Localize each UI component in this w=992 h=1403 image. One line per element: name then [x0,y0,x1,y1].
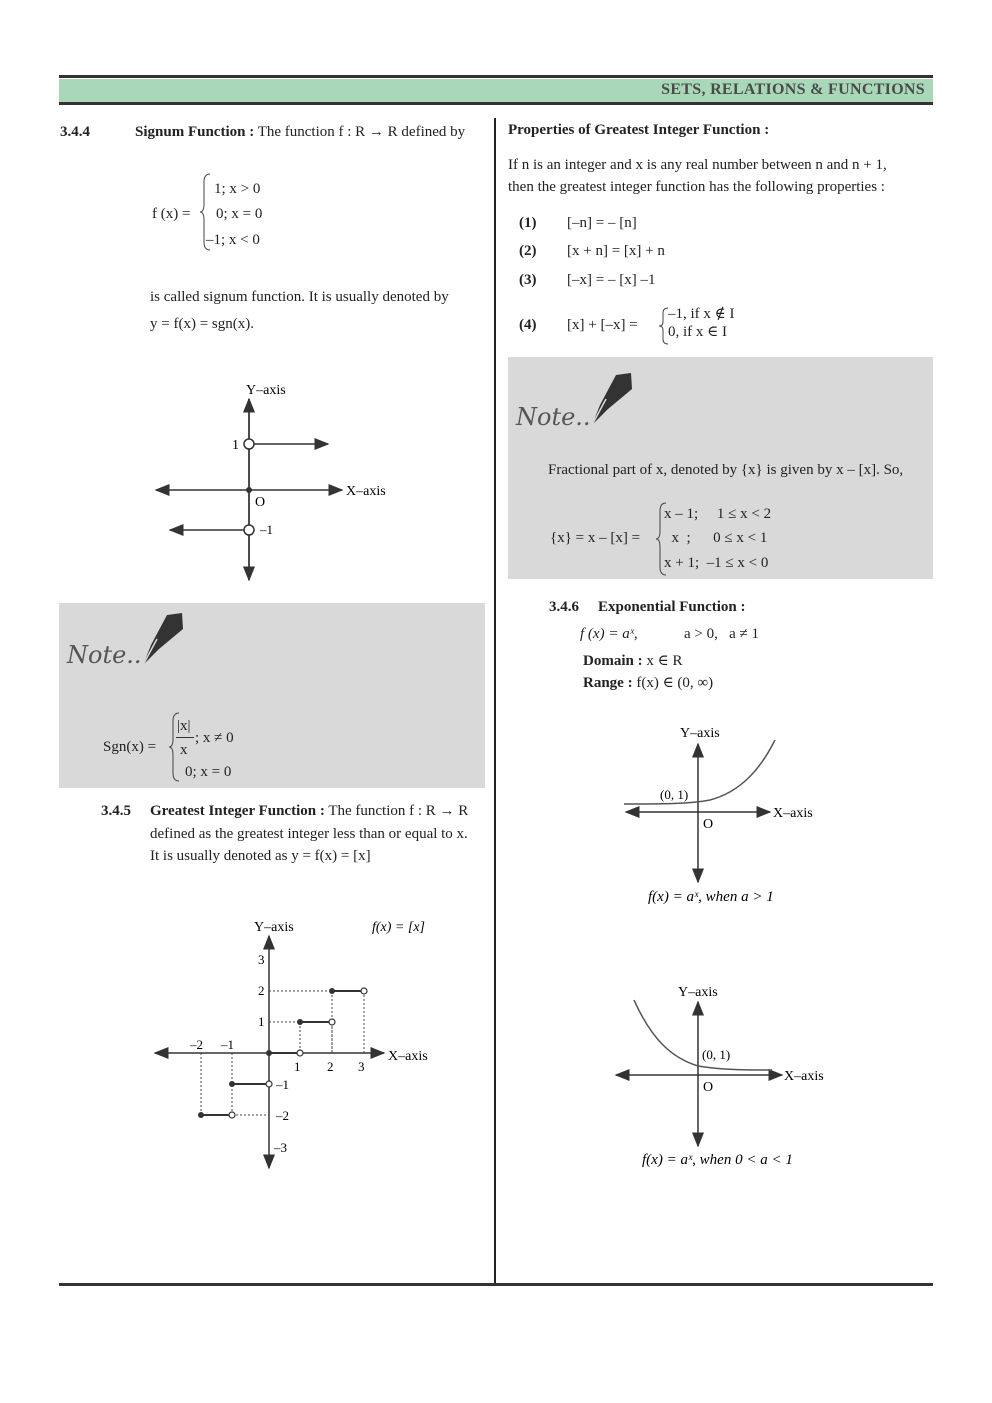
gif-ytick-neg1: –1 [276,1077,289,1092]
quill-icon [137,609,187,669]
header-bar [59,79,933,103]
signum-desc-2: y = f(x) = sgn(x). [150,316,254,332]
signum-graph [150,375,410,590]
note2-label: {x} = x – [x] = [550,530,641,546]
gif-xtick-neg1: –1 [221,1037,234,1052]
gif-ytick-neg2: –2 [276,1108,289,1123]
note1-case1-cond: ; x ≠ 0 [195,730,234,746]
exp2-point-label: (0, 1) [702,1047,731,1062]
gif-ytick-1: 1 [258,1014,265,1029]
note1-frac-den: x [180,742,188,758]
exp-def: f (x) = aˣ, [580,626,638,642]
gif-line-2: defined as the greatest integer less than or equal to x. [150,826,468,842]
signum-one-label: 1 [232,438,239,453]
gif-line-3: It is usually denoted as y = f(x) = [x] [150,848,371,864]
signum-fx-label: f (x) = [152,206,191,222]
gif-ytick-3: 3 [258,952,265,967]
gif-ytick-2: 2 [258,983,265,998]
note-word-2: Note.. [516,403,591,431]
prop-4-num: (4) [519,317,537,333]
prop-3-num: (3) [519,272,537,288]
props-intro-1: If n is an integer and x is any real number between n and n + 1, [508,157,887,173]
exp1-y-label: Y–axis [680,726,720,741]
prop-2-text: [x + n] = [x] + n [567,243,665,259]
exp2-caption: f(x) = aˣ, when 0 < a < 1 [642,1152,793,1168]
note-box-fractional [508,357,933,579]
gif-line-1-text: The function f : R → R [328,803,469,819]
exp-domain-label: Domain : [583,653,643,669]
gif-xtick-1: 1 [294,1059,301,1074]
note-box-sgn [59,603,485,788]
signum-origin-label: O [255,495,266,510]
gif-y-label: Y–axis [254,920,294,935]
prop-3-text: [–x] = – [x] –1 [567,272,656,288]
exp-range-value: f(x) ∈ (0, ∞) [636,675,714,691]
gif-line-1 [150,800,468,822]
exp-graph-decay [612,980,842,1170]
note2-case-3: x + 1; –1 ≤ x < 0 [664,555,769,571]
note2-case-2: x ; 0 ≤ x < 1 [664,530,768,546]
exp-heading: Exponential Function : [598,599,746,615]
exp1-curve [624,740,775,804]
exp2-origin-label: O [703,1080,714,1095]
signum-minus-one-label: –1 [260,522,273,537]
signum-y-label: Y–axis [246,383,286,398]
header-bottom-rule [59,102,933,105]
gif-heading: Greatest Integer Function : [150,803,325,819]
prop-4-text: [x] + [–x] = [567,317,638,333]
gif-ytick-neg3: –3 [274,1140,287,1155]
note1-frac-bar [176,737,194,738]
exp1-caption: f(x) = aˣ, when a > 1 [648,889,774,905]
prop-2-num: (2) [519,243,537,259]
exp2-y-label: Y–axis [678,985,718,1000]
prop-4-case-1: –1, if x ∉ I [668,306,735,322]
note-word-1: Note.. [67,641,142,669]
prop-1-num: (1) [519,215,537,231]
signum-desc-1: is called signum function. It is usually denoted by [150,289,449,305]
chapter-title: SETS, RELATIONS & FUNCTIONS [661,81,925,98]
gif-xtick-neg2: –2 [190,1037,203,1052]
signum-intro-text: The function f : R → R defined by [257,124,466,140]
exp-domain-value: x ∈ R [646,653,683,669]
signum-case-3: –1; x < 0 [206,232,260,248]
signum-open-point-neg1 [244,525,254,535]
props-heading: Properties of Greatest Integer Function : [508,122,770,138]
note2-case-1: x – 1; 1 ≤ x < 2 [664,506,772,522]
exp-range [583,672,713,694]
exp1-origin-label: O [703,817,714,832]
props-intro-2: then the greatest integer function has the following properties : [508,179,885,195]
prop-1-text: [–n] = – [n] [567,215,637,231]
header-top-rule [59,75,933,78]
note1-case2: 0; x = 0 [185,764,232,780]
section-number-exp: 3.4.6 [549,599,579,615]
exp-graph-growth [620,720,840,910]
prop-4-case-2: 0, if x ∈ I [668,324,728,340]
signum-intro [135,121,465,143]
exp-cond: a > 0, a ≠ 1 [684,626,760,642]
exp1-x-label: X–axis [773,806,813,821]
signum-case-2: 0; x = 0 [216,206,263,222]
signum-origin-point [246,487,252,493]
note1-frac-num: |x| [177,718,191,734]
exp-range-label: Range : [583,675,633,691]
signum-heading: Signum Function : [135,124,255,140]
exp1-point-label: (0, 1) [660,787,689,802]
exp-domain [583,650,682,672]
signum-open-point-1 [244,439,254,449]
section-number-gif: 3.4.5 [101,803,131,819]
gif-title: f(x) = [x] [372,920,425,935]
section-number-signum: 3.4.4 [60,124,90,140]
footer-rule [59,1283,933,1286]
gif-x-label: X–axis [388,1049,428,1064]
gif-xtick-3: 3 [358,1059,365,1074]
note1-label: Sgn(x) = [103,739,157,755]
signum-x-label: X–axis [346,484,386,499]
exp2-x-label: X–axis [784,1069,824,1084]
signum-case-1: 1; x > 0 [214,181,261,197]
gif-xtick-2: 2 [327,1059,334,1074]
note2-line: Fractional part of x, denoted by {x} is given by x – [x]. So, [548,462,904,478]
column-divider [494,118,496,1286]
quill-icon-2 [586,369,636,429]
gif-graph [150,912,450,1174]
